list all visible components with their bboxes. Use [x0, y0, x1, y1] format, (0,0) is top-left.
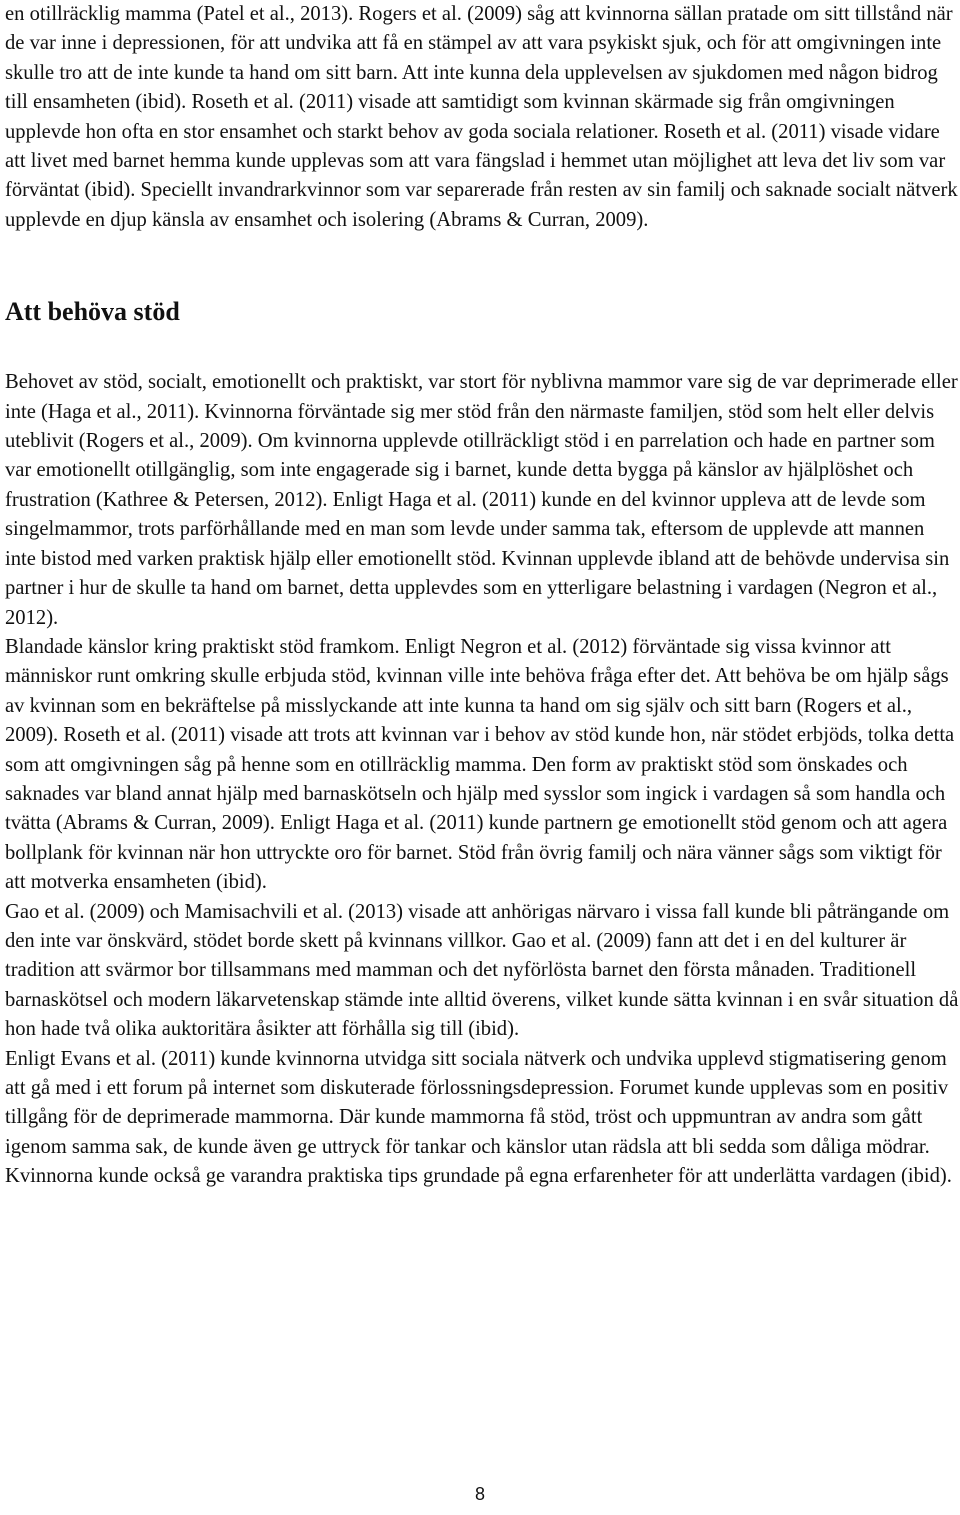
- section-heading: Att behöva stöd: [5, 297, 180, 327]
- section-spacer: [5, 235, 960, 296]
- heading-spacer: [5, 328, 960, 368]
- paragraph-anhorigas-narvaro: Gao et al. (2009) och Mamisachvili et al. (2013) visade att anhörigas närvaro i vissa fall kunde bli påträngande om den inte var önskvärd, stödet borde skett på kvinnans villkor. Gao et al. (2009) fann att det i en del kulturer är tradition att svärmor bor tillsammans med mamman och det nyförlösta barnet den första månaden. Traditionell barnaskötsel och modern läkarvetenskap stämde inte alltid överens, vilket kunde sätta kvinnan i en svår situation då hon hade två olika auktoritära åsikter att förhålla sig till (ibid).: [5, 900, 959, 1041]
- page-number: 8: [474, 1484, 485, 1504]
- paragraph-behov-av-stod: Behovet av stöd, socialt, emotionellt och praktiskt, var stort för nyblivna mammor vare sig de var deprimerade eller inte (Haga et al., 2011). Kvinnorna förväntade sig mer stöd från den närmaste familjen, stöd som helt eller delvis uteblivit (Rogers et al., 2009). Om kvinnorna upplevde otillräckligt stöd i en parrelation och hade en partner som var emotionellt otillgänglig, som inte engagerade sig i barnet, kunde detta bygga på känslor av hjälplöshet och frustration (Kathree & Petersen, 2012). Enligt Haga et al. (2011) kunde en del kvinnor uppleva att de levde som singelmammor, trots parförhållande med en man som levde under samma tak, eftersom de upplevde att mannen inte bistod med varken praktisk hjälp eller emotionellt stöd. Kvinnan upplevde ibland att de behövde undervisa sin partner i hur de skulle ta hand om barnet, detta upplevdes som en ytterligare belastning i vardagen (Negron et al., 2012).: [5, 371, 958, 629]
- paragraph-internetforum: Enligt Evans et al. (2011) kunde kvinnorna utvidga sitt sociala nätverk och undvika upplevd stigmatisering genom att gå med i ett forum på internet som diskuterade förlossningsdepression. Forumet kunde upplevas som en positiv tillgång för de deprimerade mammorna. Där kunde mammorna få stöd, tröst och uppmuntran av andra som gått igenom samma sak, de kunde även ge uttryck för tankar och känslor utan rädsla att bli sedda som dåliga mödrar. Kvinnorna kunde också ge varandra praktiska tips grundade på egna erfarenheter för att underlätta vardagen (ibid).: [5, 1047, 952, 1188]
- document-page: [5, 0, 960, 1192]
- paragraph-praktiskt-stod: Blandade känslor kring praktiskt stöd framkom. Enligt Negron et al. (2012) förväntade sig vissa kvinnor att människor runt omkring skulle erbjuda stöd, kvinnan ville inte behöva fråga efter det. Att behöva be om hjälp sågs av kvinnan som en bekräftelse på misslyckande att inte kunna ta hand om sig själv och sitt barn (Rogers et al., 2009). Roseth et al. (2011) visade att trots att kvinnan var i behov av stöd kunde hon, när stödet erbjöds, tolka detta som att omgivningen såg på henne som en otillräcklig mamma. Den form av praktiskt stöd som önskades och saknades var bland annat hjälp med barnaskötseln och hjälp med sysslor som ingick i vardagen så som handla och tvätta (Abrams & Curran, 2009). Enligt Haga et al. (2011) kunde partnern ge emotionellt stöd genom och att agera bollplank för kvinnan när hon uttryckte oro för barnet. Stöd från övrig familj och nära vänner sågs som viktigt för att motverka ensamheten (ibid).: [5, 635, 955, 894]
- paragraph-ensamhet: en otillräcklig mamma (Patel et al., 2013). Rogers et al. (2009) såg att kvinnorna sällan pratade om sitt tillstånd när de var inne i depressionen, för att undvika att få en stämpel av att vara psykiskt sjuk, och för att omgivningen inte skulle tro att de inte kunde ta hand om sitt barn. Att inte kunna dela upplevelsen av sjukdomen med någon bidrog till ensamheten (ibid). Roseth et al. (2011) visade att samtidigt som kvinnan skärmade sig från omgivningen upplevde hon ofta en stor ensamhet och starkt behov av goda sociala relationer. Roseth et al. (2011) visade vidare att livet med barnet hemma kunde upplevas som att vara fängslad i hemmet utan möjlighet att leva det liv som var förväntat (ibid). Speciellt invandrarkvinnor som var separerade från resten av sin familj och saknade socialt nätverk upplevde en djup känsla av ensamhet och isolering (Abrams & Curran, 2009).: [5, 3, 958, 231]
